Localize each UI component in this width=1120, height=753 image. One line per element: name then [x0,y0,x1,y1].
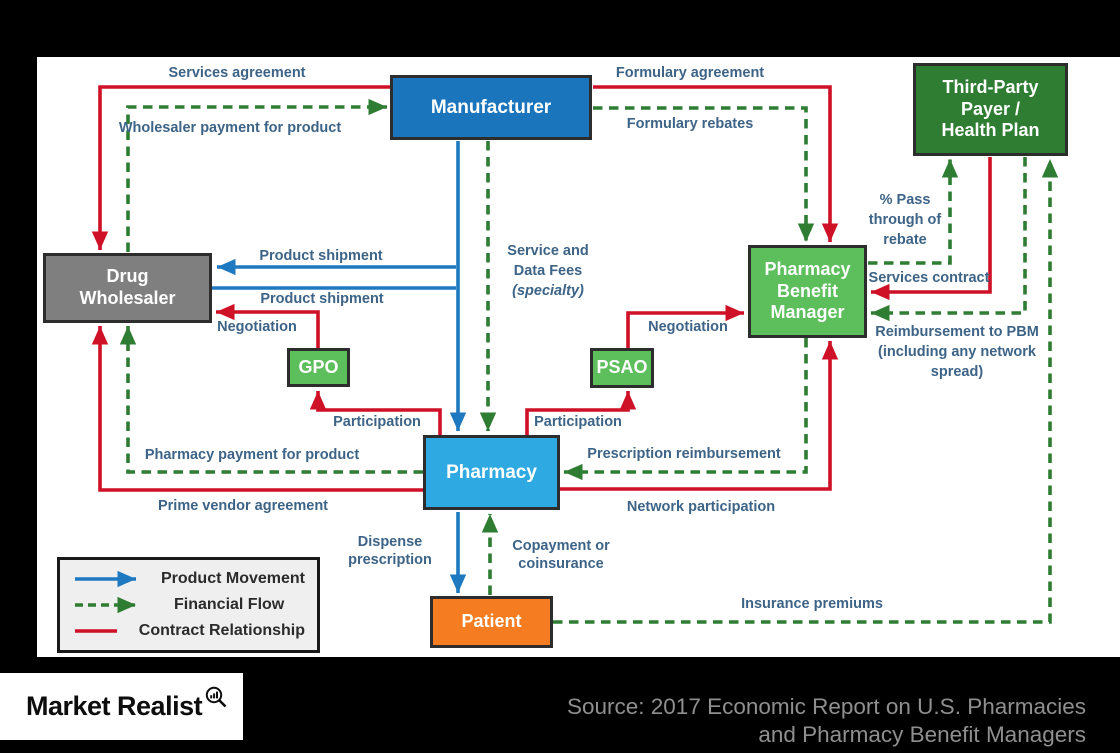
label-line: (including any network [878,344,1036,360]
label-line: Dispense [357,534,423,550]
label-line: Data Fees [513,263,583,279]
node-label: PSAO [596,357,648,378]
edge-label-product-shipment-bottom: Product shipment [260,291,384,307]
edge-label-pct-pass-through [869,190,941,250]
product-movement-arrow-icon [72,571,139,587]
label-line: rebate [883,232,927,248]
edge-insurance-premiums [553,159,1050,622]
edge-formulary-agreement [593,87,830,242]
contract-relationship-arrow-icon [72,623,117,639]
source-line-2: and Pharmacy Benefit Managers [758,721,1086,747]
edge-label-formulary-agreement: Formulary agreement [615,65,765,81]
edge-label-wholesaler-payment: Wholesaler payment for product [118,120,342,136]
label-line: Copayment or [512,538,610,554]
edge-label-services-agreement: Services agreement [168,65,306,81]
edge-label-product-shipment-top: Product shipment [259,248,383,264]
edge-label-formulary-rebates: Formulary rebates [626,116,754,132]
node-label: Patient [461,611,522,632]
legend-item-contract-relationship [72,622,305,640]
label-line: spread) [930,364,984,380]
edge-label-negotiation-left: Negotiation [217,319,297,335]
legend-label: Contract Relationship [138,622,305,639]
node-drug-wholesaler [43,253,212,323]
edge-label-service-data-fees [507,241,588,301]
financial-flow-arrow-icon [72,597,152,613]
edge-label-prescription-reimbursement: Prescription reimbursement [587,446,781,462]
edge-label-copayment [512,537,610,573]
node-manufacturer [390,75,592,140]
source-caption [567,693,1086,748]
label-line: prescription [348,552,432,568]
node-pharmacy-benefit-manager [748,245,867,338]
label-line: % Pass [879,192,931,208]
node-label-line: Manager [770,302,845,323]
node-label-line: Wholesaler [79,288,176,308]
legend-item-financial-flow [72,596,305,614]
edge-prime-vendor-agreement [100,326,423,490]
node-label: Manufacturer [430,96,552,118]
node-label-line: Health Plan [941,120,1040,141]
node-label: GPO [298,356,339,377]
edge-label-participation-right: Participation [534,414,622,430]
label-line: Reimbursement to PBM [875,324,1039,340]
edge-label-prime-vendor: Prime vendor agreement [157,498,329,514]
edge-label-negotiation-right: Negotiation [648,319,728,335]
label-line: (specialty) [512,283,584,299]
legend-item-product-movement [72,570,305,588]
label-line: through of [868,212,942,228]
label-line: coinsurance [518,556,604,572]
magnifier-chart-icon [204,685,228,709]
edge-services-agreement [100,87,390,250]
node-label-line: Payer / [960,98,1021,119]
legend [57,557,320,653]
edge-label-reimbursement-to-pbm [875,322,1039,382]
edge-label-network-participation: Network participation [626,499,776,515]
node-pharmacy [423,435,560,510]
node-label: Pharmacy [446,461,537,483]
legend-label: Financial Flow [174,596,285,613]
edge-label-dispense-prescription [348,533,432,569]
edge-label-pharmacy-payment: Pharmacy payment for product [144,447,360,463]
node-label-line: Benefit [776,280,838,301]
node-label-line: Pharmacy [764,258,851,279]
edge-label-insurance-premiums: Insurance premiums [741,596,883,612]
edge-label-participation-left: Participation [333,414,421,430]
brand-logo [0,673,243,740]
brand-name: Market Realist [26,691,203,721]
node-patient [430,596,553,648]
legend-label: Product Movement [160,570,305,587]
label-line: Service and [507,243,589,259]
edge-label-services-contract: Services contract [868,270,990,286]
node-gpo [287,348,350,387]
node-third-party-payer [913,63,1068,156]
node-psao [590,348,654,388]
source-line-1: Source: 2017 Economic Report on U.S. Pharmacies [566,694,1086,719]
node-label-line: Drug [106,266,149,287]
node-label-line: Third-Party [942,76,1039,97]
